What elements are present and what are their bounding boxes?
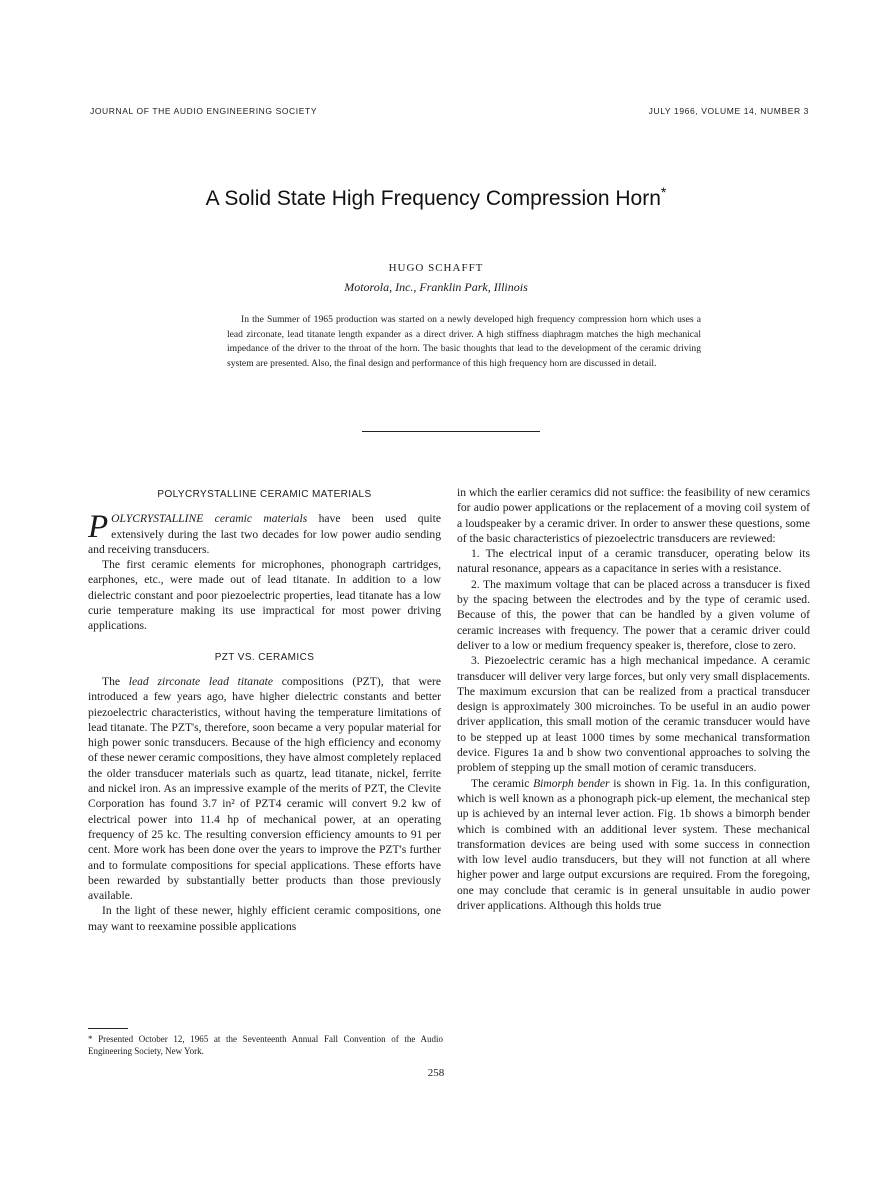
issue-info: JULY 1966, VOLUME 14, NUMBER 3 <box>648 106 809 116</box>
list-item: 3. Piezoelectric ceramic has a high mechanical impedance. A ceramic transducer will deliver very large forces, but only very small displacements. The maximum excursion that can be realized from a practical transducer design is approximately 300 microinches. To be useful in an audio power driver application, this small motion of the ceramic transducer would have to be stepped up at least 1000 times by some mechanical transformation device. Figures 1a and b show two conventional approaches to solving the problem of stepping up the small motion of ceramic transducers. <box>457 654 810 775</box>
body-paragraph <box>88 511 441 557</box>
italic-lead-in: OLYCRYSTALLINE ceramic materials <box>111 512 308 526</box>
paragraph-text: The ceramic <box>471 776 534 790</box>
body-paragraph: The first ceramic elements for microphones, phonograph cartridges, earphones, etc., were made out of lead titanate. In addition to a low dielectric constant and poor piezoelectric properties, lead titanate has a low curie temperature making its use impractical for most power driving applications. <box>88 558 441 633</box>
body-paragraph <box>457 776 810 914</box>
paragraph-text: compositions (PZT), that were introduced a few years ago, have higher dielectric constants and better piezoelectric characteristics, without having the temperature limitations of lead titanate. The PZT's, therefore, soon became a very popular material for high power sonic transducers. Because of the high efficiency and economy of these newer ceramic compositions, they have almost completely replaced the older transducer materials such as quartz, lead titanate, nickel, ferrite and nickel iron. As an impressive example of the merits of PZT, the Clevite Corporation has found 3.7 in² of PZT4 ceramic will convert 9.2 kw of electrical power into 11.4 hp of mechanical power, at an operating frequency of 25 kc. The resulting conversion efficiency amounts to 91 per cent. More work has been done over the years to improve the PZT's further and to formulate compositions for special applications. These efforts have been rewarded by substantially better products than those previously available. <box>88 674 441 903</box>
body-paragraph: in which the earlier ceramics did not suffice: the feasibility of new ceramics for audio power applications or the replacement of a moving coil system of a loudspeaker by a ceramic driver. In order to answer these questions, some of the basic characteristics of piezoelectric transducers are reviewed: <box>457 486 810 545</box>
left-column <box>88 485 441 934</box>
body-paragraph <box>88 674 441 903</box>
paragraph-text: have been used quite extensively during the last two decades for low power audio sending and receiving transducers. <box>88 512 441 556</box>
paragraph-text: The <box>102 674 129 688</box>
drop-cap: P <box>88 509 109 546</box>
list-item: 1. The electrical input of a ceramic transducer, operating below its natural resonance, appears as a capacitance in series with a resistance. <box>457 547 810 576</box>
paper-title-text: A Solid State High Frequency Compression Horn <box>205 187 661 210</box>
italic-term: Bimorph bender <box>533 776 610 790</box>
footnote-rule <box>88 1028 128 1029</box>
list-item: 2. The maximum voltage that can be placed across a transducer is fixed by the spacing between the electrodes and by the type of ceramic used. Because of this, the power that can be handled by a given volume of ceramic increases with frequency. The power that a ceramic driver could deliver to a low or medium frequency speaker is, therefore, close to zero. <box>457 577 810 652</box>
right-column <box>457 485 810 913</box>
author-affiliation: Motorola, Inc., Franklin Park, Illinois <box>344 280 528 294</box>
title-footnote-mark: * <box>660 184 667 200</box>
page-number: 258 <box>427 1067 445 1079</box>
italic-term: lead zirconate lead titanate <box>128 674 274 688</box>
paper-title <box>0 184 872 211</box>
section-heading-pzt: PZT VS. CERAMICS <box>214 651 315 663</box>
section-heading-polycrystalline: POLYCRYSTALLINE CERAMIC MATERIALS <box>157 489 372 500</box>
journal-name: JOURNAL OF THE AUDIO ENGINEERING SOCIETY <box>90 106 318 116</box>
author-name: HUGO SCHAFFT <box>388 262 484 274</box>
body-paragraph: In the light of these newer, highly efficient ceramic compositions, one may want to reexamine possible applications <box>88 904 441 933</box>
paragraph-text: is shown in Fig. 1a. In this configuration, which is well known as a phonograph pick-up element, the mechanical step up is achieved by an internal lever action. Fig. 1b shows a bimorph bender which is combined with an additional lever system. These mechanical transformation devices are being used with some success in connection with low level audio transducers, but they will not function at all where higher power and large output excursions are required. From the foregoing, one may conclude that ceramic is in general unsuitable in audio power driver applications. Although this holds true <box>457 776 811 913</box>
footnote: * Presented October 12, 1965 at the Seventeenth Annual Fall Convention of the Audio Engineering Society, New York. <box>88 1034 443 1056</box>
section-divider <box>362 431 540 432</box>
abstract: In the Summer of 1965 production was started on a newly developed high frequency compression horn which uses a lead zirconate, lead titanate length expander as a direct driver. A high stiffness diaphragm matches the high mechanical impedance of the driver to the throat of the horn. The basic thoughts that lead to the development of the ceramic driving system are presented. Also, the final design and performance of this high frequency horn are discussed in detail. <box>227 314 701 369</box>
